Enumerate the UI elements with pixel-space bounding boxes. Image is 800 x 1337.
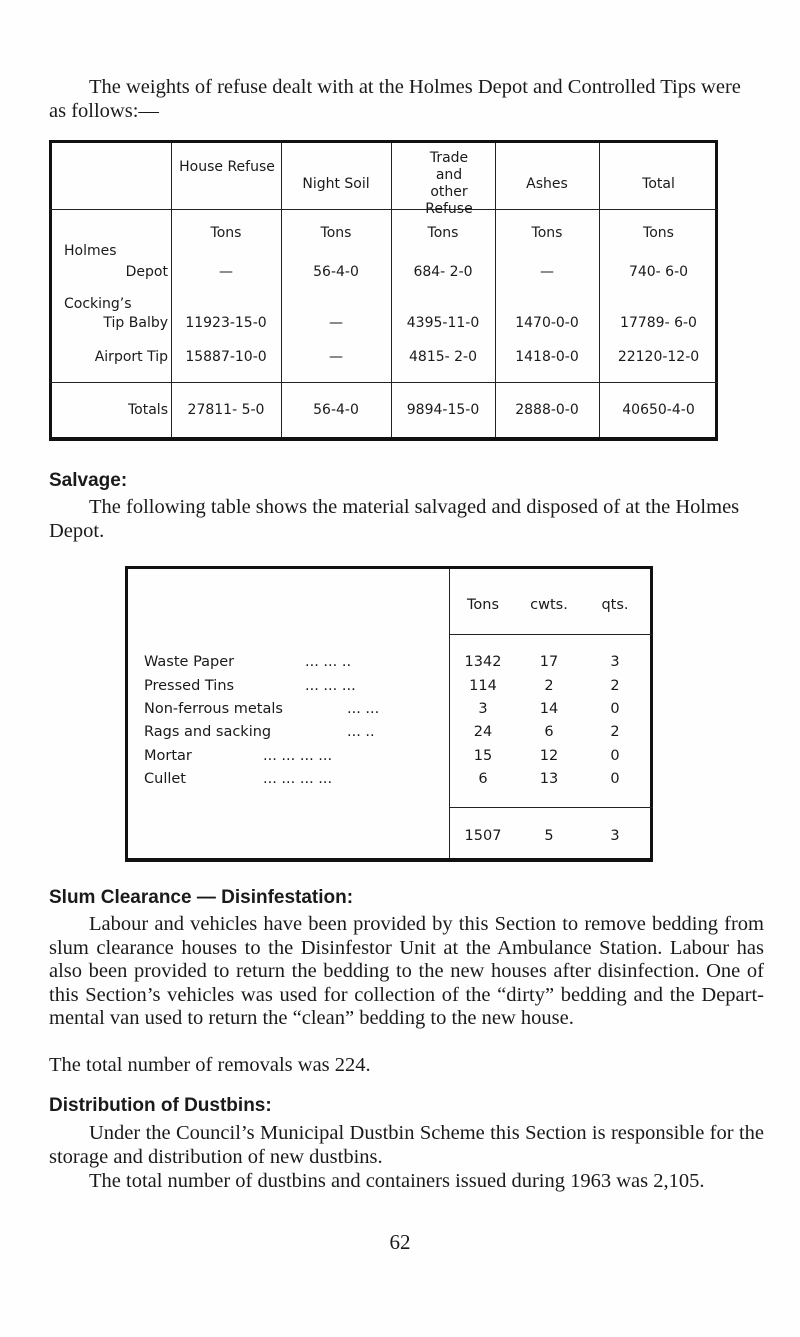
unit-night-soil: Tons	[320, 225, 352, 241]
qts-value: 2	[610, 678, 620, 694]
qts-value: 2	[610, 724, 620, 740]
table-cell: —	[329, 349, 343, 365]
total-tons: 1507	[464, 828, 502, 844]
cwts-value: 17	[539, 654, 559, 670]
row-label-totals: Totals	[128, 402, 168, 418]
table-cell: 1470-0-0	[515, 315, 579, 331]
unit-trade-refuse: Tons	[427, 225, 459, 241]
item-name: Cullet	[144, 771, 186, 787]
item-name: Pressed Tins	[144, 678, 235, 694]
tons-value: 114	[469, 678, 497, 694]
dustbins-heading: Distribution of Dustbins:	[49, 1095, 272, 1116]
leader-dots: ... ...	[347, 701, 380, 717]
header-cwts: cwts.	[530, 597, 568, 613]
slum-clearance-heading: Slum Clearance — Disinfestation:	[49, 887, 354, 908]
header-tons: Tons	[466, 597, 499, 613]
tons-value: 15	[473, 748, 493, 764]
total-cell: 27811- 5-0	[187, 402, 265, 418]
total-cell: 40650-4-0	[622, 402, 695, 418]
header-house-refuse: House Refuse	[179, 159, 275, 175]
tons-value: 6	[478, 771, 488, 787]
table-cell: 1418-0-0	[515, 349, 579, 365]
leader-dots: ... ... ...	[305, 678, 356, 694]
tons-value: 3	[478, 701, 488, 717]
item-name: Waste Paper	[144, 654, 235, 670]
table-cell: —	[540, 264, 554, 280]
dustbins-total: The total number of dustbins and containers issued during 1963 was 2,105.	[89, 1170, 705, 1192]
qts-value: 0	[610, 771, 620, 787]
header-ashes: Ashes	[526, 176, 568, 192]
cwts-value: 12	[539, 748, 559, 764]
row-label-airport-tip: Airport Tip	[94, 349, 168, 365]
salvage-paragraph: The following table shows the material salvaged and disposed of at the Holmes Depot.	[49, 496, 740, 542]
total-qts: 3	[610, 828, 620, 844]
row-label-depot: Depot	[125, 264, 168, 280]
header-qts: qts.	[601, 597, 629, 613]
cwts-value: 2	[544, 678, 554, 694]
row-label-tip-balby: Tip Balby	[103, 315, 168, 331]
leader-dots: ... ... ..	[305, 654, 352, 670]
cwts-value: 6	[544, 724, 554, 740]
intro-paragraph: The weights of refuse dealt with at the Holmes Depot and Controlled Tips were as follows:—	[49, 76, 741, 122]
cwts-value: 13	[539, 771, 559, 787]
salvage-heading: Salvage:	[49, 470, 128, 491]
unit-total: Tons	[643, 225, 674, 241]
refuse-weights-table	[49, 140, 718, 441]
cwts-value: 14	[539, 701, 559, 717]
header-night-soil: Night Soil	[302, 176, 370, 192]
table-cell: 4395-11-0	[406, 315, 480, 331]
slum-clearance-paragraph: Labour and vehicles have been provided by this Section to remove bedding from slum clearance houses to the Disinfestor Unit at the Ambulance Station. Labour has also been provided to return the bedding to the new houses after disinfection. One of this Section’s vehicles was used for collection of the “dirty” bedding and the Departmental van used to return the “clean” bedding to the new house.	[49, 913, 764, 1029]
table-cell: 17789- 6-0	[620, 315, 697, 331]
table-cell: 4815- 2-0	[409, 349, 477, 365]
salvage-table	[125, 566, 653, 862]
leader-dots: ... ..	[347, 724, 375, 740]
table-cell: —	[219, 264, 233, 280]
table-cell: 684- 2-0	[413, 264, 473, 280]
dustbins-paragraph: Under the Council’s Municipal Dustbin Scheme this Section is responsible for the storage and distribution of new dustbins.	[49, 1122, 764, 1168]
item-name: Rags and sacking	[144, 724, 272, 740]
qts-value: 3	[610, 654, 620, 670]
total-cell: 2888-0-0	[515, 402, 579, 418]
total-cell: 56-4-0	[313, 402, 359, 418]
row-label-cockings: Cocking’s	[64, 296, 132, 312]
tons-value: 24	[473, 724, 493, 740]
qts-value: 0	[610, 748, 620, 764]
header-total: Total	[642, 176, 675, 192]
item-name: Non-ferrous metals	[144, 701, 283, 717]
table-cell: 56-4-0	[313, 264, 359, 280]
leader-dots: ... ... ... ...	[263, 771, 333, 787]
header-trade-refuse: Trade and other Refuse	[425, 150, 473, 217]
leader-dots: ... ... ... ...	[263, 748, 333, 764]
item-name: Mortar	[144, 748, 192, 764]
qts-value: 0	[610, 701, 620, 717]
unit-house-refuse: Tons	[210, 225, 242, 241]
table-cell: 11923-15-0	[185, 315, 267, 331]
page-number: 62	[389, 1230, 411, 1254]
unit-ashes: Tons	[531, 225, 563, 241]
removals-total: The total number of removals was 224.	[49, 1054, 371, 1076]
total-cwts: 5	[544, 828, 554, 844]
total-cell: 9894-15-0	[406, 402, 480, 418]
table-cell: 15887-10-0	[185, 349, 267, 365]
row-label-holmes: Holmes	[64, 243, 117, 259]
table-cell: 22120-12-0	[617, 349, 700, 365]
tons-value: 1342	[464, 654, 502, 670]
table-cell: 740- 6-0	[628, 264, 689, 280]
table-cell: —	[329, 315, 343, 331]
